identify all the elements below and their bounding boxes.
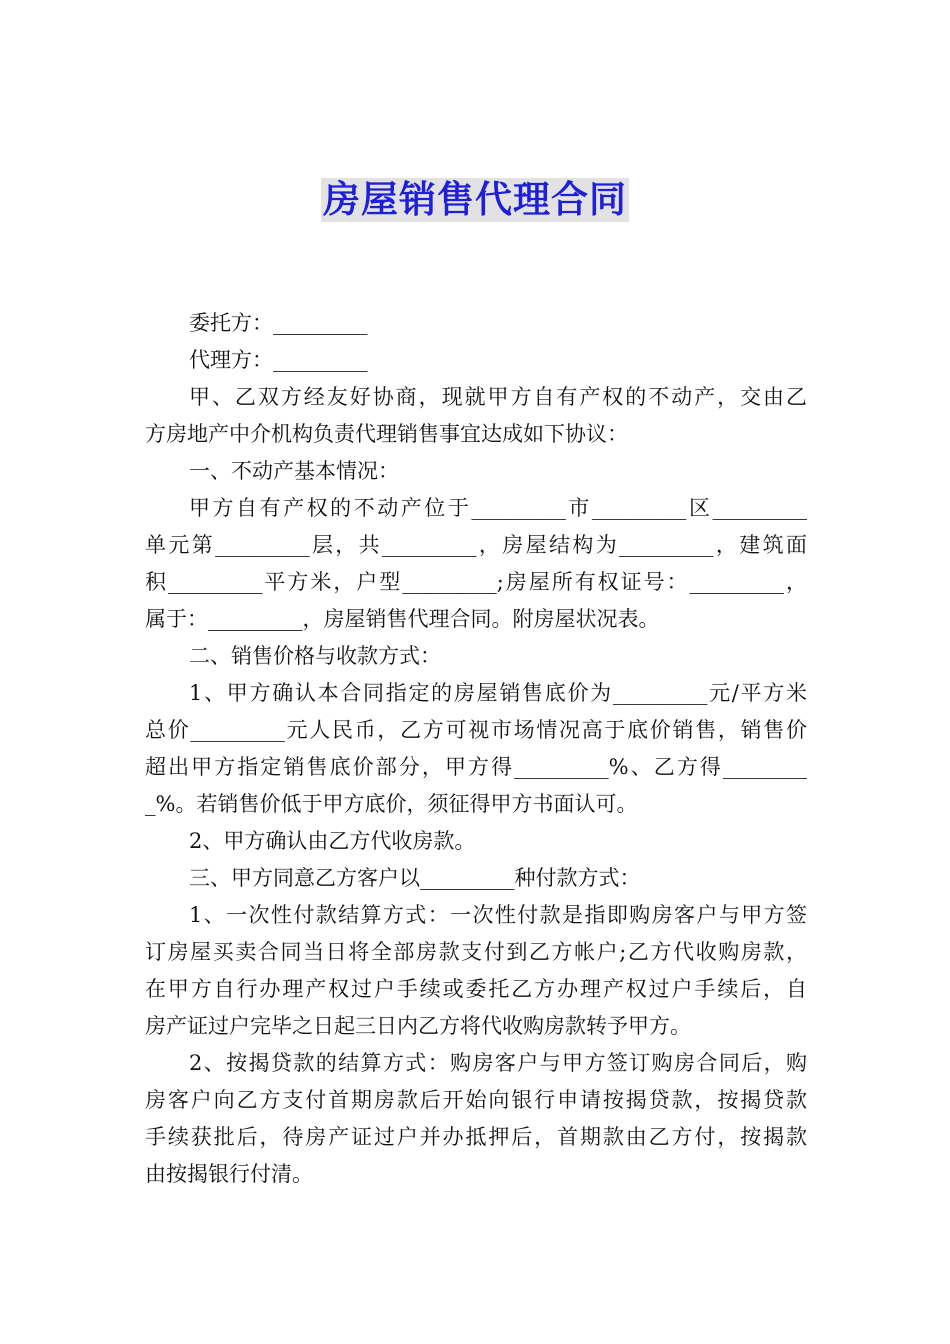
text-line: 手续获批后，待房产证过户并办抵押后，首期款由乙方付，按揭款 bbox=[145, 1125, 807, 1149]
text-line: 1、甲方确认本合同指定的房屋销售底价为_________元/平方米 bbox=[189, 681, 807, 705]
text-line: 委托方：_________ bbox=[189, 311, 368, 335]
title-block bbox=[0, 178, 950, 222]
text-line: 超出甲方指定销售底价部分，甲方得_________%、乙方得________ bbox=[145, 755, 807, 779]
text-line: 2、按揭贷款的结算方式：购房客户与甲方签订购房合同后，购 bbox=[189, 1051, 807, 1075]
text-line: 代理方：_________ bbox=[189, 348, 368, 372]
text-line: _%。若销售价低于甲方底价，须征得甲方书面认可。 bbox=[145, 792, 638, 816]
text-line: 方房地产中介机构负责代理销售事宜达成如下协议： bbox=[145, 422, 628, 446]
text-line: 甲、乙双方经友好协商，现就甲方自有产权的不动产，交由乙 bbox=[189, 385, 807, 409]
text-line: 一、不动产基本情况： bbox=[189, 459, 399, 483]
text-line: 属于：_________，房屋销售代理合同。附房屋状况表。 bbox=[145, 607, 660, 631]
text-line: 单元第_________层，共_________，房屋结构为_________，建筑面 bbox=[145, 533, 807, 557]
text-line: 2、甲方确认由乙方代收房款。 bbox=[189, 829, 476, 853]
text-line: 在甲方自行办理产权过户手续或委托乙方办理产权过户手续后，自 bbox=[145, 977, 807, 1001]
document-title: 房屋销售代理合同 bbox=[323, 178, 627, 221]
text-line: 总价_________元人民币，乙方可视市场情况高于底价销售，销售价 bbox=[145, 718, 807, 742]
text-line: 三、甲方同意乙方客户以_________种付款方式： bbox=[189, 866, 641, 890]
text-line: 二、销售价格与收款方式： bbox=[189, 644, 441, 668]
document-body bbox=[145, 305, 807, 1193]
text-line: 由按揭银行付清。 bbox=[145, 1162, 313, 1186]
text-line: 房产证过户完毕之日起三日内乙方将代收购房款转予甲方。 bbox=[145, 1014, 691, 1038]
text-line: 积_________平方米，户型_________;房屋所有权证号：_________， bbox=[145, 570, 807, 594]
text-line: 甲方自有产权的不动产位于_________市_________区_________ bbox=[189, 496, 807, 520]
text-line: 1、一次性付款结算方式：一次性付款是指即购房客户与甲方签 bbox=[189, 903, 807, 927]
text-line: 订房屋买卖合同当日将全部房款支付到乙方帐户;乙方代收购房款， bbox=[145, 940, 807, 964]
text-line: 房客户向乙方支付首期房款后开始向银行申请按揭贷款，按揭贷款 bbox=[145, 1088, 807, 1112]
